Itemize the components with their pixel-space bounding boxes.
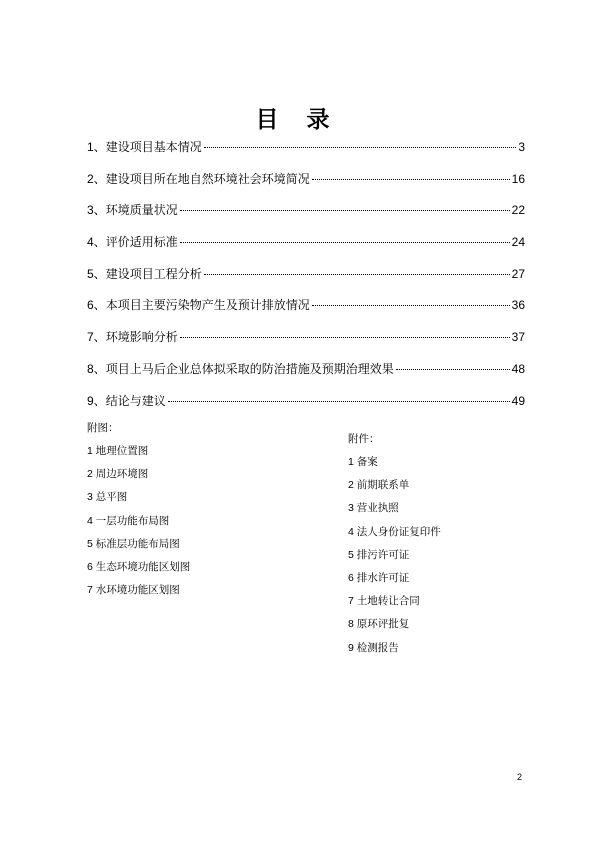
toc-entry[interactable] <box>87 295 525 327</box>
toc-entry-title: 本项目主要污染物产生及预计排放情况 <box>105 298 310 313</box>
toc-entry-number: 6、 <box>87 298 106 313</box>
toc-entry-number: 7、 <box>87 330 106 345</box>
toc-entry-title: 评价适用标准 <box>105 235 178 250</box>
attachment-number: 2 <box>348 479 357 492</box>
figure-label: 水环境功能区划图 <box>95 584 180 597</box>
toc-entry-page: 49 <box>511 393 525 408</box>
page-title: 目 录 <box>255 106 340 133</box>
figure-label: 生态环境功能区划图 <box>95 560 191 573</box>
toc-entry-page: 48 <box>511 361 525 376</box>
toc-entry[interactable] <box>87 264 525 296</box>
toc-entry-page: 36 <box>511 298 525 313</box>
toc-dot-leader <box>396 369 510 370</box>
figure-item <box>87 513 190 536</box>
figure-item <box>87 559 190 582</box>
attachment-item <box>348 593 441 616</box>
toc-dot-leader <box>312 305 510 306</box>
toc-entry[interactable] <box>87 327 525 359</box>
attachments-list <box>348 431 441 663</box>
attachment-label: 前期联系单 <box>356 479 410 492</box>
attachment-label: 备案 <box>356 456 378 468</box>
page-number: 2 <box>517 772 523 782</box>
toc-entry-number: 3、 <box>87 203 106 218</box>
attachment-item <box>348 616 441 639</box>
attachments-heading: 附件： <box>348 433 380 445</box>
attachment-number: 9 <box>348 641 357 654</box>
figure-number: 3 <box>87 491 96 504</box>
figure-number: 4 <box>87 514 96 527</box>
attachment-item <box>348 547 441 570</box>
toc-entry-title: 建设项目所在地自然环境社会环境简况 <box>105 171 310 186</box>
attachment-label: 法人身份证复印件 <box>356 525 441 538</box>
toc-dot-leader <box>312 179 510 180</box>
attachment-item <box>348 500 441 523</box>
toc-dot-leader <box>180 242 510 243</box>
attachment-number: 7 <box>348 595 357 608</box>
figure-label: 一层功能布局图 <box>95 514 170 527</box>
figure-number: 2 <box>87 468 96 481</box>
figure-item <box>87 466 190 489</box>
figure-item <box>87 443 190 466</box>
toc-dot-leader <box>204 274 510 275</box>
toc-entry-title: 项目上马后企业总体拟采取的防治措施及预期治理效果 <box>105 361 394 376</box>
attachment-label: 排水许可证 <box>356 571 410 584</box>
attachment-label: 排污许可证 <box>356 548 410 561</box>
attachment-label: 营业执照 <box>356 502 399 515</box>
toc-dot-leader <box>180 210 510 211</box>
toc-entry[interactable] <box>87 232 525 264</box>
toc-entry-page: 3 <box>518 140 525 154</box>
toc-dot-leader <box>180 337 510 338</box>
figure-label: 标准层功能布局图 <box>95 537 180 550</box>
attachment-number: 4 <box>348 525 357 538</box>
attachment-item <box>348 477 441 500</box>
attachment-item <box>348 640 441 663</box>
toc-entry-title: 环境影响分析 <box>105 330 178 345</box>
table-of-contents <box>87 137 525 422</box>
attachment-item <box>348 454 441 477</box>
figure-number: 7 <box>87 584 96 597</box>
attachment-number: 1 <box>348 456 357 468</box>
toc-entry-title: 建设项目基本情况 <box>105 140 202 154</box>
toc-entry-title: 建设项目工程分析 <box>105 266 202 281</box>
figure-label: 地理位置图 <box>95 445 149 457</box>
toc-entry-number: 1、 <box>87 140 106 154</box>
toc-entry-title: 结论与建议 <box>105 393 166 408</box>
figure-number: 1 <box>87 445 96 457</box>
toc-entry-page: 24 <box>511 235 525 250</box>
figure-item <box>87 489 190 512</box>
figure-item <box>87 536 190 559</box>
attachment-label: 原环评批复 <box>356 618 410 631</box>
toc-entry[interactable] <box>87 391 525 423</box>
figure-item <box>87 582 190 605</box>
attachment-item <box>348 524 441 547</box>
toc-entry-page: 16 <box>511 171 525 186</box>
attachment-number: 6 <box>348 571 357 584</box>
toc-entry-number: 4、 <box>87 235 106 250</box>
figure-label: 总平图 <box>95 491 128 504</box>
toc-dot-leader <box>204 147 517 148</box>
toc-entry-number: 9、 <box>87 393 106 408</box>
attachment-item <box>348 570 441 593</box>
figure-label: 周边环境图 <box>95 468 149 481</box>
toc-entry-page: 22 <box>511 203 525 218</box>
toc-entry-page: 37 <box>511 330 525 345</box>
attachment-number: 5 <box>348 548 357 561</box>
toc-entry-number: 2、 <box>87 171 106 186</box>
attachment-number: 8 <box>348 618 357 631</box>
attachment-label: 检测报告 <box>356 641 399 654</box>
attachment-number: 3 <box>348 502 357 515</box>
toc-entry[interactable] <box>87 359 525 391</box>
toc-entry-page: 27 <box>511 266 525 281</box>
toc-dot-leader <box>168 401 510 402</box>
figures-list <box>87 420 190 605</box>
figure-number: 5 <box>87 537 96 550</box>
toc-entry[interactable] <box>87 200 525 232</box>
toc-entry[interactable] <box>87 137 525 169</box>
figures-heading: 附图： <box>87 422 119 434</box>
toc-entry[interactable] <box>87 169 525 201</box>
attachment-label: 土地转让合同 <box>356 595 420 608</box>
toc-entry-number: 8、 <box>87 361 106 376</box>
toc-entry-title: 环境质量状况 <box>105 203 178 218</box>
figure-number: 6 <box>87 560 96 573</box>
toc-entry-number: 5、 <box>87 266 106 281</box>
